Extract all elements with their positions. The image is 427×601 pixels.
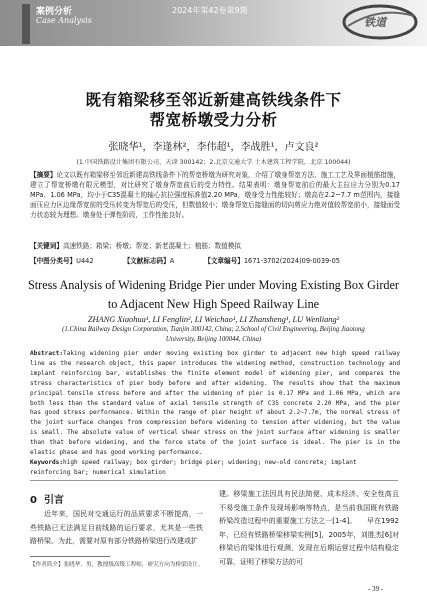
clc-value: U442	[76, 257, 94, 265]
body-column-right: 建。移梁施工法因具有民法简便、成本经济、安全性高且不易受施工条件及现场影响等特点，是当前我国既有铁路桥梁改造过程中的重要施工方法之一[1-4]。 早在1992年，已经有铁路桥梁移梁实例[5]，2005年，刘胜杰[6]对移梁后的梁体进行观测，发现在后期运营过程中结构稳定可靠，证明了移梁方法的可	[219, 490, 399, 566]
keywords-en-label: Keywords:	[30, 459, 64, 466]
category-en: Case Analysis	[36, 16, 92, 25]
abstract-en-label: Abstract:	[30, 350, 64, 357]
section-heading	[30, 491, 64, 506]
keywords-cn-label: 【关键词】	[30, 242, 63, 250]
abstract-cn	[30, 170, 400, 220]
footnote: 【作者简介】张晓华，男，教授级高级工程师，研究方向为桥梁设计。	[30, 562, 204, 568]
title-cn-line-1: 既有箱梁移至邻近新建高铁线条件下	[85, 91, 342, 109]
doc-label: 【文献标志码】	[123, 257, 170, 265]
title-en-line-2: to Adjacent New High Speed Railway Line	[107, 297, 320, 311]
title-en-line-1: Stress Analysis of Widening Bridge Pier under Moving Existing Box Girder	[28, 278, 399, 292]
affiliation-cn: (1.中国铁路设计集团有限公司，天津 300142；2.北京交通大学 土木建筑工程学院，北京 100044)	[76, 159, 351, 166]
bookmark-tab	[22, 4, 30, 44]
authors-en: ZHANG Xiaohua¹, LI Fenglin², LI Weichao¹, LI Zhansheng¹, LU Wenliang²	[87, 315, 340, 324]
keywords-cn-text: 高速铁路；箱梁；桥墩；帮宽；新老混凝土；植筋；数值模拟	[62, 242, 241, 250]
footnote-divider	[30, 556, 110, 557]
id-value: 1671-3702(2024)09-0039-05	[243, 257, 340, 265]
issue-label: 2024年第42卷第9期	[172, 6, 248, 15]
keywords-en	[30, 458, 400, 478]
abstract-cn-text: 论文以既有箱梁移至邻近新建高铁线条件下的帮宽桥墩为研究对象，介绍了墩身帮宽方法、施工工艺及界面植筋措施，建立了帮宽桥墩有限元模型，对比研究了墩身帮宽前后的受力特性。结果表明：墩身帮宽前后的最大主拉应力分别为0.17 MPa、1.06 MPa，均小于C35混凝土的轴心抗拉强度标准值2.20 MPa，墩身受力性能较好；墩高在2.2~7.7 m范围内，接缝面压应力区边缘帮宽前的受压转变为帮宽后的受压，但数值较小；墩身帮宽后接缝面的切向剪应力绝对值较帮宽前小，接缝面受力状态较为理想。墩身处于弹性阶段，工作性能良好。	[30, 171, 401, 219]
title-cn-line-2: 帮宽桥墩受力分析	[149, 111, 278, 129]
category-cn: 案例分析	[36, 7, 73, 17]
article-meta	[30, 255, 410, 265]
abstract-cn-label: 【摘要】	[30, 171, 57, 179]
affiliation-en: (1.China Railway Design Corporation, Tianjin 300142, China; 2.School of Civil Engineering, Beijing Jiaotong University, Beijing 100044, China)	[62, 326, 365, 343]
page-number: - 39 -	[368, 585, 384, 593]
journal-logo-text: 铁道	[364, 16, 386, 29]
divider	[30, 480, 398, 481]
id-label: 【文章编号】	[204, 257, 244, 265]
doc-value: A	[169, 257, 175, 265]
section-title: 引言	[43, 495, 64, 506]
authors-cn: 张晓华¹，李逢林²，李伟超¹，李战胜¹，卢文良²	[108, 142, 319, 153]
keywords-en-text: high speed railway; box girder; bridge pier; widening; new-old concrete; implant reinforcing bar; numerical simulation	[30, 459, 357, 476]
journal-header	[0, 0, 427, 56]
abstract-en	[30, 349, 400, 458]
section-number: 0	[30, 495, 37, 506]
keywords-cn	[30, 241, 400, 251]
clc-label: 【中图分类号】	[30, 257, 77, 265]
abstract-en-text: Taking widening pier under moving existing box girder to adjacent new high speed railway line as the research object, this paper introduces the widening method, construction technology and implant reinforcing bar, establishes the finite element model of widening pier, and compares the stress characteristics of pier body before and after widening. The results show that the maximum principal tensile stress before and after the widening of pier is 0.17 MPa and 1.06 MPa, which are both less than the standard value of axial tensile strength of C35 concrete 2.20 MPa, and the pier has good stress performance. Within the range of pier height of about 2.2~7.7m, the normal stress of the joint surface changes from compression before widening to tension after widening, but the value is small. The absolute value of vertical shear stress on the joint surface after widening is smaller than that before widening, and the force state of the joint surface is ideal. The pier is in the elastic phase and has good working performance.	[30, 350, 400, 457]
body-column-left: 近年来，国民对交通运行的品质要求不断提高，一些铁路已无法满足目前线路的运行要求，尤其是一些铁路桥梁。为此，需要对原有部分铁路桥梁进行改建或扩	[30, 510, 203, 545]
